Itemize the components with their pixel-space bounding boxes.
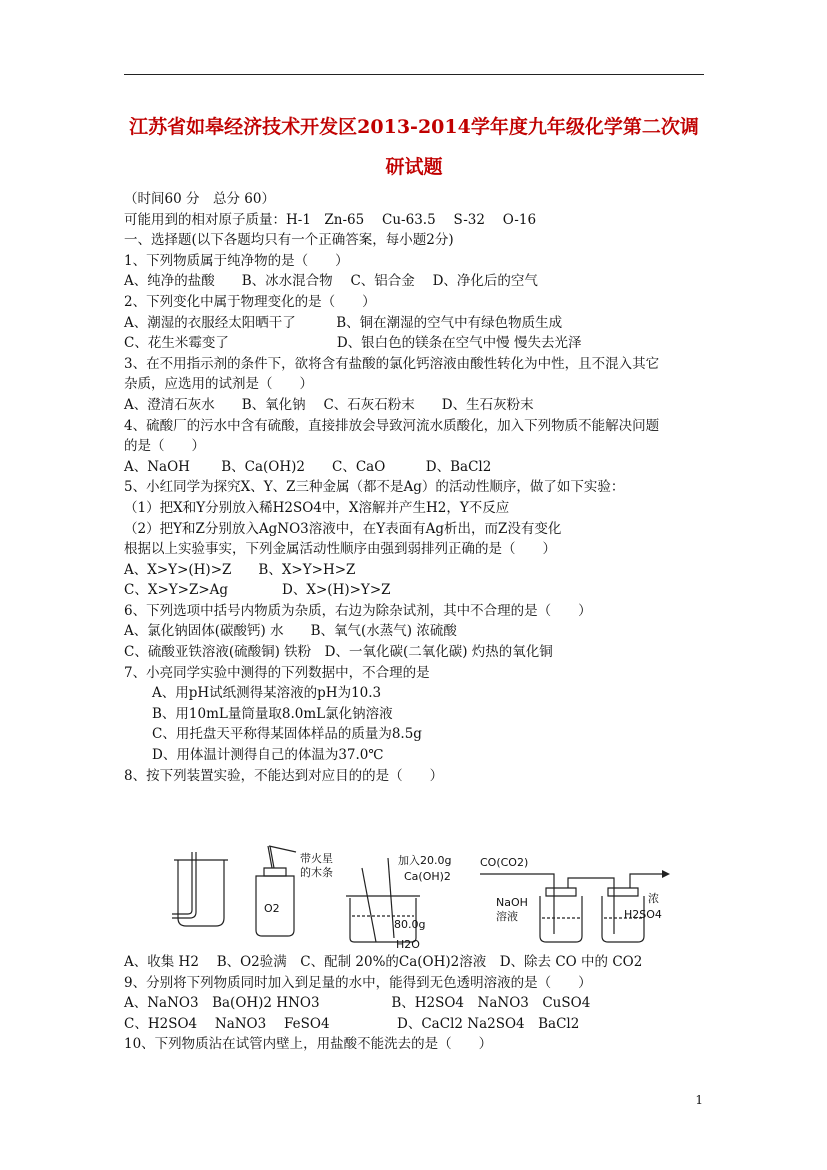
page-number: 1 [695, 1093, 703, 1107]
text-line: A、X>Y>(H)>Z B、X>Y>H>Z [124, 561, 356, 578]
page-title-continued: 研试题 [385, 156, 443, 178]
text-line: 一、选择题(以下各题均只有一个正确答案，每小题2分) [124, 232, 454, 249]
text-line: （2）把Y和Z分别放入AgNO3溶液中，在Y表面有Ag析出，而Z没有变化 [124, 520, 562, 537]
text-line: 杂质，应选用的试剂是（ ） [124, 376, 313, 393]
question-text [124, 189, 724, 786]
apparatus-b [256, 846, 296, 936]
text-line: 2、下列变化中属于物理变化的是（ ） [124, 293, 376, 310]
text-line: （时间60 分 总分 60） [124, 191, 275, 207]
text-line: C、花生米霉变了 D、银白色的镁条在空气中慢 慢失去光泽 [124, 335, 582, 352]
text-line: 的是（ ） [124, 438, 205, 455]
text-line: 7、小亮同学实验中测得的下列数据中，不合理的是 [124, 664, 430, 681]
label-h2o: H2O [396, 938, 420, 950]
label-splint-2: 的木条 [300, 866, 333, 879]
text-line: 8、按下列装置实验，不能达到对应目的的是（ ） [124, 767, 444, 784]
label-water-mass: 80.0g [394, 918, 426, 931]
text-line: 1、下列物质属于纯净物的是（ ） [124, 252, 349, 269]
text-line: 6、下列选项中括号内物质为杂质，右边为除杂试剂，其中不合理的是（ ） [124, 602, 592, 619]
text-line: A、潮湿的衣服经太阳晒干了 B、铜在潮湿的空气中有绿色物质生成 [124, 314, 563, 331]
header-rule [124, 74, 704, 75]
text-line: C、H2SO4 NaNO3 FeSO4 D、CaCl2 Na2SO4 BaCl2 [124, 1015, 580, 1032]
text-line: 10、下列物质沾在试管内壁上，用盐酸不能洗去的是（ ） [124, 1036, 493, 1053]
label-solution: 溶液 [496, 910, 518, 923]
apparatus-figure [150, 838, 670, 950]
label-co-co2: CO(CO2) [480, 856, 529, 869]
label-naoh: NaOH [496, 896, 528, 909]
text-line: 可能用到的相对原子质量：H-1 Zn-65 Cu-63.5 S-32 O-16 [124, 211, 537, 228]
text-line: A、氯化钠固体(碳酸钙) 水 B、氧气(水蒸气) 浓硫酸 [124, 623, 457, 640]
text-line: （1）把X和Y分别放入稀H2SO4中，X溶解并产生H2，Y不反应 [124, 499, 510, 516]
text-line: B、用10mL量筒量取8.0mL氯化钠溶液 [152, 705, 393, 722]
text-line: 4、硫酸厂的污水中含有硫酸，直接排放会导致河流水质酸化，加入下列物质不能解决问题 [124, 417, 660, 434]
text-line: C、用托盘天平称得某固体样品的质量为8.5g [152, 726, 422, 743]
text-line: C、硫酸亚铁溶液(硫酸铜) 铁粉 D、一氧化碳(二氧化碳) 灼热的氧化铜 [124, 644, 553, 661]
text-line: 根据以上实验事实，下列金属活动性顺序由强到弱排列正确的是（ ） [124, 541, 556, 558]
label-add: 加入20.0g [398, 854, 452, 867]
text-line: D、用体温计测得自己的体温为37.0℃ [152, 747, 384, 764]
question-text-continued [124, 952, 724, 1055]
apparatus-a [172, 852, 228, 926]
text-line: A、NaOH B、Ca(OH)2 C、CaO D、BaCl2 [124, 458, 492, 475]
label-o2: O2 [264, 902, 280, 915]
text-line: 9、分别将下列物质同时加入到足量的水中，能得到无色透明溶液的是（ ） [124, 974, 592, 991]
text-line: A、纯净的盐酸 B、冰水混合物 C、铝合金 D、净化后的空气 [124, 273, 538, 290]
text-line: 5、小红同学为探究X、Y、Z三种金属（都不是Ag）的活动性顺序，做了如下实验： [124, 479, 625, 496]
label-splint: 带火星 [300, 852, 333, 865]
label-concentrated: 浓 [648, 892, 659, 905]
page-title: 江苏省如皋经济技术开发区2013-2014学年度九年级化学第二次调 [129, 116, 699, 138]
text-line: A、收集 H2 B、O2验满 C、配制 20%的Ca(OH)2溶液 D、除去 CO 中的 CO2 [124, 954, 643, 970]
text-line: A、用pH试纸测得某溶液的pH为10.3 [152, 685, 382, 702]
text-line: A、NaNO3 Ba(OH)2 HNO3 B、H2SO4 NaNO3 CuSO4 [124, 995, 591, 1012]
text-line: C、X>Y>Z>Ag D、X>(H)>Y>Z [124, 582, 391, 599]
text-line: A、澄清石灰水 B、氧化钠 C、石灰石粉末 D、生石灰粉末 [124, 396, 534, 413]
label-caoh2: Ca(OH)2 [404, 870, 451, 883]
label-h2so4: H2SO4 [624, 908, 662, 921]
text-line: 3、在不用指示剂的条件下，欲将含有盐酸的氯化钙溶液由酸性转化为中性，且不混入其它 [124, 355, 660, 372]
